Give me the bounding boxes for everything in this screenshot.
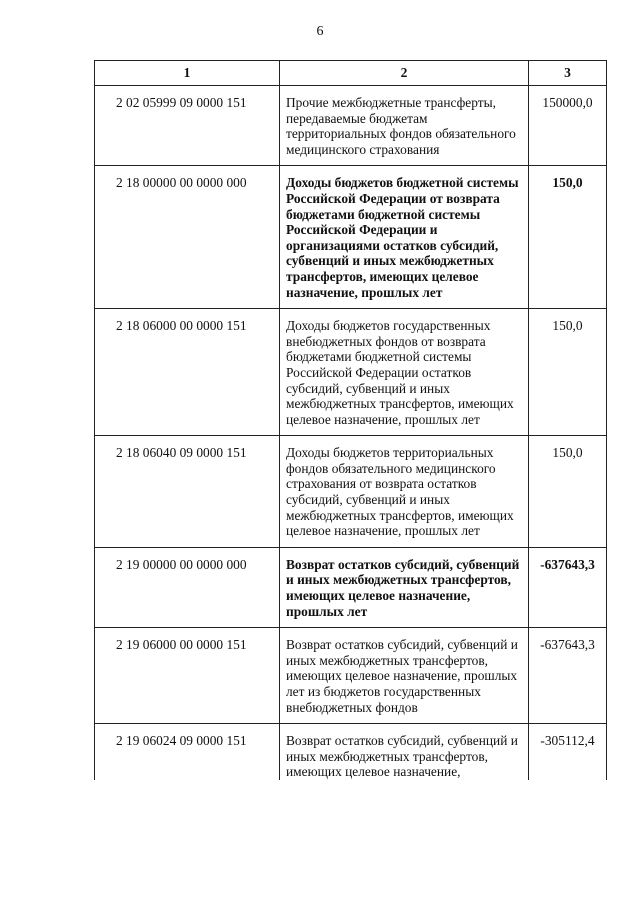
amount-cell: 150,0 <box>529 436 607 548</box>
budget-code-cell: 2 18 06040 09 0000 151 <box>95 436 280 548</box>
table-row <box>95 166 607 309</box>
amount-cell: 150,0 <box>529 309 607 436</box>
column-header-name: 2 <box>280 61 529 86</box>
amount-cell: -637643,3 <box>529 547 607 627</box>
amount-cell: -305112,4 <box>529 724 607 780</box>
budget-code-cell: 2 19 00000 00 0000 000 <box>95 547 280 627</box>
income-name-cell: Прочие межбюджетные трансферты, передаваемые бюджетам территориальных фондов обязательного медицинского страхования <box>280 86 529 166</box>
income-name-cell: Возврат остатков субсидий, субвенций и иных межбюджетных трансфертов, имеющих целевое назначение, прошлых лет <box>280 547 529 627</box>
column-header-code: 1 <box>95 61 280 86</box>
budget-code-cell: 2 02 05999 09 0000 151 <box>95 86 280 166</box>
budget-table <box>94 60 607 780</box>
amount-cell: 150000,0 <box>529 86 607 166</box>
amount-cell: -637643,3 <box>529 628 607 724</box>
table-row <box>95 628 607 724</box>
table-row <box>95 86 607 166</box>
income-name-cell: Доходы бюджетов бюджетной системы Российской Федерации от возврата бюджетами бюджетной системы Российской Федерации и организациями остатков субсидий, субвенций и иных межбюджетных трансфертов, имеющих целевое назначение, прошлых лет <box>280 166 529 309</box>
table-row <box>95 724 607 780</box>
table-row <box>95 309 607 436</box>
table-row <box>95 436 607 548</box>
page-number: 6 <box>316 24 324 39</box>
budget-code-cell: 2 19 06024 09 0000 151 <box>95 724 280 780</box>
amount-cell: 150,0 <box>529 166 607 309</box>
income-name-cell: Доходы бюджетов территориальных фондов обязательного медицинского страхования от возврата остатков субсидий, субвенций и иных межбюджетных трансфертов, имеющих целевое назначение, прошлых лет <box>280 436 529 548</box>
income-name-cell: Возврат остатков субсидий, субвенций и иных межбюджетных трансфертов, имеющих целевое назначение, <box>280 724 529 780</box>
column-header-amount: 3 <box>529 61 607 86</box>
income-name-cell: Доходы бюджетов государственных внебюджетных фондов от возврата бюджетами бюджетной системы Российской Федерации остатков субсидий, субвенций и иных межбюджетных трансфертов, имеющих целевое назначение, прошлых лет <box>280 309 529 436</box>
income-name-cell: Возврат остатков субсидий, субвенций и иных межбюджетных трансфертов, имеющих целевое назначение, прошлых лет из бюджетов государственных внебюджетных фондов <box>280 628 529 724</box>
budget-code-cell: 2 18 00000 00 0000 000 <box>95 166 280 309</box>
budget-code-cell: 2 18 06000 00 0000 151 <box>95 309 280 436</box>
table-header-row <box>95 61 607 86</box>
table-row <box>95 547 607 627</box>
budget-code-cell: 2 19 06000 00 0000 151 <box>95 628 280 724</box>
